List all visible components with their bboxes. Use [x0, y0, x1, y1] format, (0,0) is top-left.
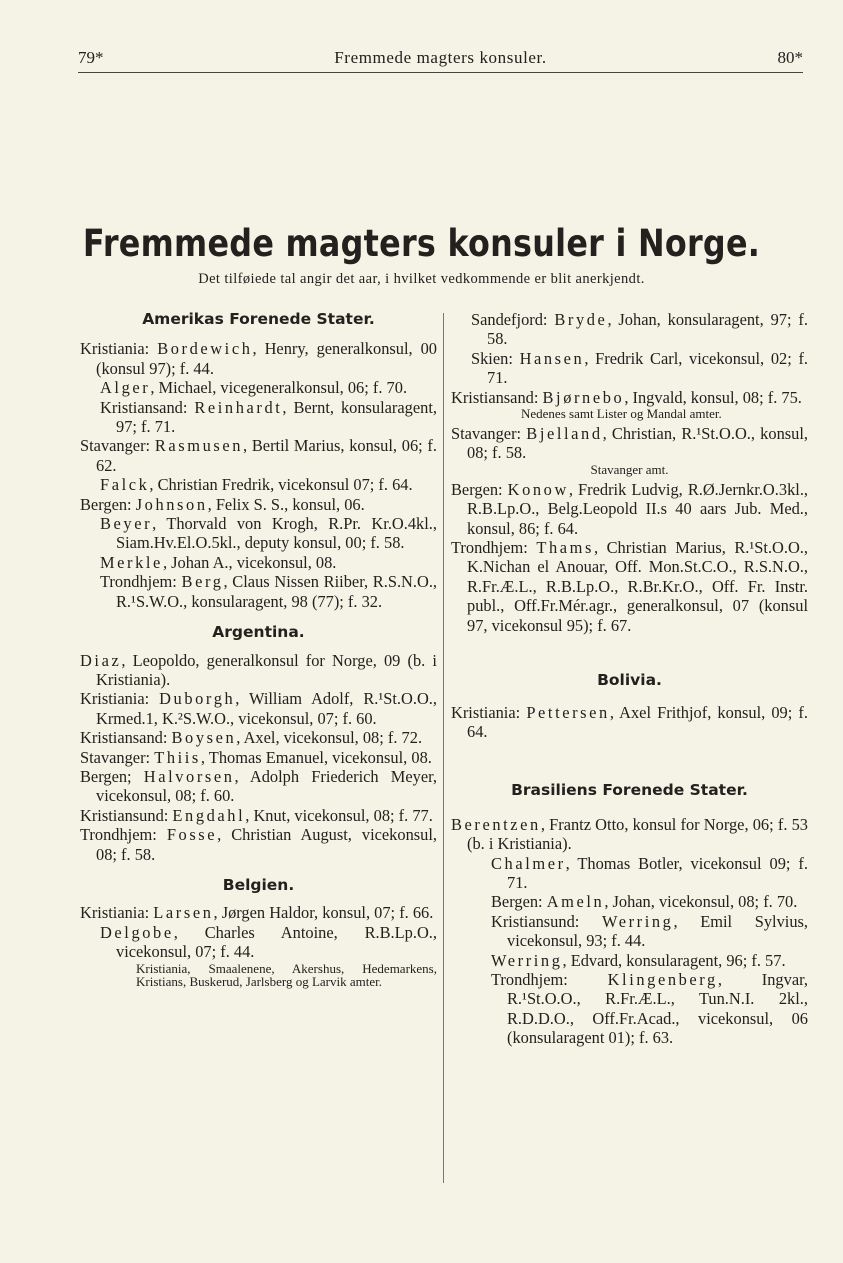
- entry: Berentzen, Frantz Otto, konsul for Norge, 06; f. 53 (b. i Kristiania).: [451, 814, 808, 854]
- entry: Kristiansund: Engdahl, Knut, vicekonsul, 08; f. 77.: [80, 805, 433, 825]
- entry-name: Thams: [536, 538, 594, 558]
- entry-name: Larsen: [153, 903, 214, 923]
- column-divider: [443, 313, 444, 1183]
- entry: Bergen: Konow, Fredrik Ludvig, R.Ø.Jernkr.O.3kl., R.B.Lp.O., Belg.Leopold II.s 40 aars Jub. Med., konsul, 86; f. 64.: [451, 479, 809, 538]
- entry: Bergen: Johnson, Felix S. S., konsul, 06.: [80, 494, 365, 514]
- entry-name: Halvorsen: [143, 766, 235, 786]
- district-note: Stavanger amt.: [590, 461, 669, 477]
- entry: Chalmer, Thomas Botler, vicekonsul 09; f. 71.: [491, 853, 808, 892]
- district-note: Kristiania, Smaalenene, Akershus, Hedemarkens, Kristians, Buskerud, Jarlsberg og Larvik amter.: [136, 960, 437, 989]
- entry-name: Bordewich: [157, 339, 253, 359]
- entry-name: Reinhardt: [194, 397, 283, 417]
- entry: Beyer, Thorvald von Krogh, R.Pr. Kr.O.4kl., Siam.Hv.El.O.5kl., deputy konsul, 00; f. 58.: [100, 514, 437, 553]
- entry: Stavanger: Rasmusen, Bertil Marius, konsul, 06; f. 62.: [80, 436, 437, 475]
- entry-name: Rasmusen: [154, 436, 244, 456]
- entry-name: Konow: [507, 479, 569, 499]
- entry: Sandefjord: Bryde, Johan, konsularagent, 97; f. 58.: [471, 310, 808, 349]
- entry: Diaz, Leopoldo, generalkonsul for Norge, 09 (b. i Kristiania).: [80, 650, 437, 689]
- entry-name: Pettersen: [526, 702, 610, 722]
- entry: Kristiansand: Bjørnebo, Ingvald, konsul, 08; f. 75.: [451, 387, 802, 407]
- entry-name: Bryde: [554, 310, 608, 329]
- running-header: [78, 48, 803, 72]
- left-page-number: 79*: [78, 48, 104, 67]
- header-rule: [78, 72, 803, 73]
- entry: Kristiania: Bordewich, Henry, generalkonsul, 00 (konsul 97); f. 44.: [80, 339, 437, 378]
- entry-name: Berentzen: [451, 814, 541, 834]
- entry: Kristiansand: Boysen, Axel, vicekonsul, 08; f. 72.: [80, 728, 423, 748]
- entry-name: Werring: [601, 911, 674, 931]
- entry: Kristiania: Pettersen, Axel Frithjof, konsul, 09; f. 64.: [451, 702, 808, 741]
- entry: Kristiansand: Reinhardt, Bernt, konsularagent, 97; f. 71.: [100, 397, 437, 437]
- entry-name: Klingenberg: [607, 969, 718, 989]
- entry: Trondhjem: Berg, Claus Nissen Riiber, R.S.N.O., R.¹S.W.O., konsularagent, 98 (77); f. 32.: [100, 572, 438, 611]
- entry-name: Fosse: [166, 825, 218, 845]
- entry: Kristiania: Duborgh, William Adolf, R.¹St.O.O., Krmed.1, K.²S.W.O., vicekonsul, 07; f. 60.: [80, 689, 437, 728]
- entry-name: Thiis: [154, 747, 201, 767]
- entry-name: Hansen: [519, 348, 585, 368]
- entry: Alger, Michael, vicegeneralkonsul, 06; f. 70.: [100, 378, 408, 398]
- entry: Werring, Edvard, konsularagent, 96; f. 57.: [491, 950, 786, 970]
- entry-name: Delgobe: [100, 922, 174, 942]
- section-heading-argentina: Argentina.: [212, 623, 305, 642]
- entry-name: Chalmer: [491, 853, 566, 873]
- page-title: Fremmede magters konsuler i Norge.: [82, 222, 761, 265]
- entry-name: Falck: [100, 475, 150, 495]
- district-note: Nedenes samt Lister og Mandal amter.: [521, 406, 722, 422]
- section-heading-brasilien: Brasiliens Forenede Stater.: [511, 781, 748, 800]
- entry: Kristiania: Larsen, Jørgen Haldor, konsul, 07; f. 66.: [80, 903, 434, 923]
- entry: Stavanger: Thiis, Thomas Emanuel, vicekonsul, 08.: [80, 747, 432, 767]
- entry-name: Alger: [100, 378, 151, 398]
- entry-name: Werring: [491, 950, 563, 970]
- running-title: Fremmede magters konsuler.: [334, 48, 547, 67]
- entry: Trondhjem: Klingenberg, Ingvar, R.¹St.O.O., R.Fr.Æ.L., Tun.N.I. 2kl., R.D.D.O., Off.Fr.Acad., vicekonsul, 06 (konsularagent 01); f. 63.: [491, 969, 808, 1048]
- entry: Stavanger: Bjelland, Christian, R.¹St.O.O., konsul, 08; f. 58.: [451, 424, 808, 463]
- entry-name: Diaz: [80, 650, 122, 670]
- entry-name: Engdahl: [172, 805, 246, 825]
- entry-name: Bjelland: [526, 424, 603, 444]
- entry-name: Merkle: [100, 552, 163, 572]
- left-column: [80, 310, 437, 988]
- right-page-number: 80*: [777, 48, 803, 67]
- entry: Kristiansund: Werring, Emil Sylvius, vicekonsul, 93; f. 44.: [491, 911, 808, 951]
- entry: Bergen; Halvorsen, Adolph Friederich Meyer, vicekonsul, 08; f. 60.: [80, 766, 437, 806]
- entry-name: Beyer: [100, 514, 153, 534]
- right-column: [451, 310, 808, 1048]
- page-subtitle: Det tilføiede tal angir det aar, i hvilket vedkommende er blit anerkjendt.: [198, 271, 645, 287]
- entry: Trondhjem: Fosse, Christian August, vicekonsul, 08; f. 58.: [80, 825, 437, 864]
- section-heading-bolivia: Bolivia.: [597, 671, 662, 690]
- section-heading-belgien: Belgien.: [222, 875, 295, 894]
- section-heading-amerika: Amerikas Forenede Stater.: [142, 310, 375, 328]
- entry-name: Johnson: [135, 494, 208, 514]
- entry-name: Ameln: [546, 892, 605, 912]
- entry: Merkle, Johan A., vicekonsul, 08.: [100, 552, 337, 572]
- entry: Trondhjem: Thams, Christian Marius, R.¹St.O.O., K.Nichan el Anouar, Off. Mon.St.C.O., R.S.N.O., R.Fr.Æ.L., R.B.Lp.O., R.Br.Kr.O., Off. Fr. Instr. publ., Off.Fr.Mér.agr., generalkonsul, 07 (konsul 97, vicekonsul 95); f. 67.: [451, 538, 809, 635]
- entry-name: Berg: [181, 572, 224, 592]
- entry: Delgobe, Charles Antoine, R.B.Lp.O., vicekonsul, 07; f. 44.: [100, 922, 437, 962]
- entry-name: Bjørnebo: [542, 387, 625, 407]
- entry: Skien: Hansen, Fredrik Carl, vicekonsul, 02; f. 71.: [471, 348, 808, 388]
- entry-name: Duborgh: [159, 689, 236, 709]
- entry: Bergen: Ameln, Johan, vicekonsul, 08; f. 70.: [491, 892, 798, 912]
- entry: Falck, Christian Fredrik, vicekonsul 07; f. 64.: [100, 475, 413, 495]
- entry-name: Boysen: [171, 728, 237, 748]
